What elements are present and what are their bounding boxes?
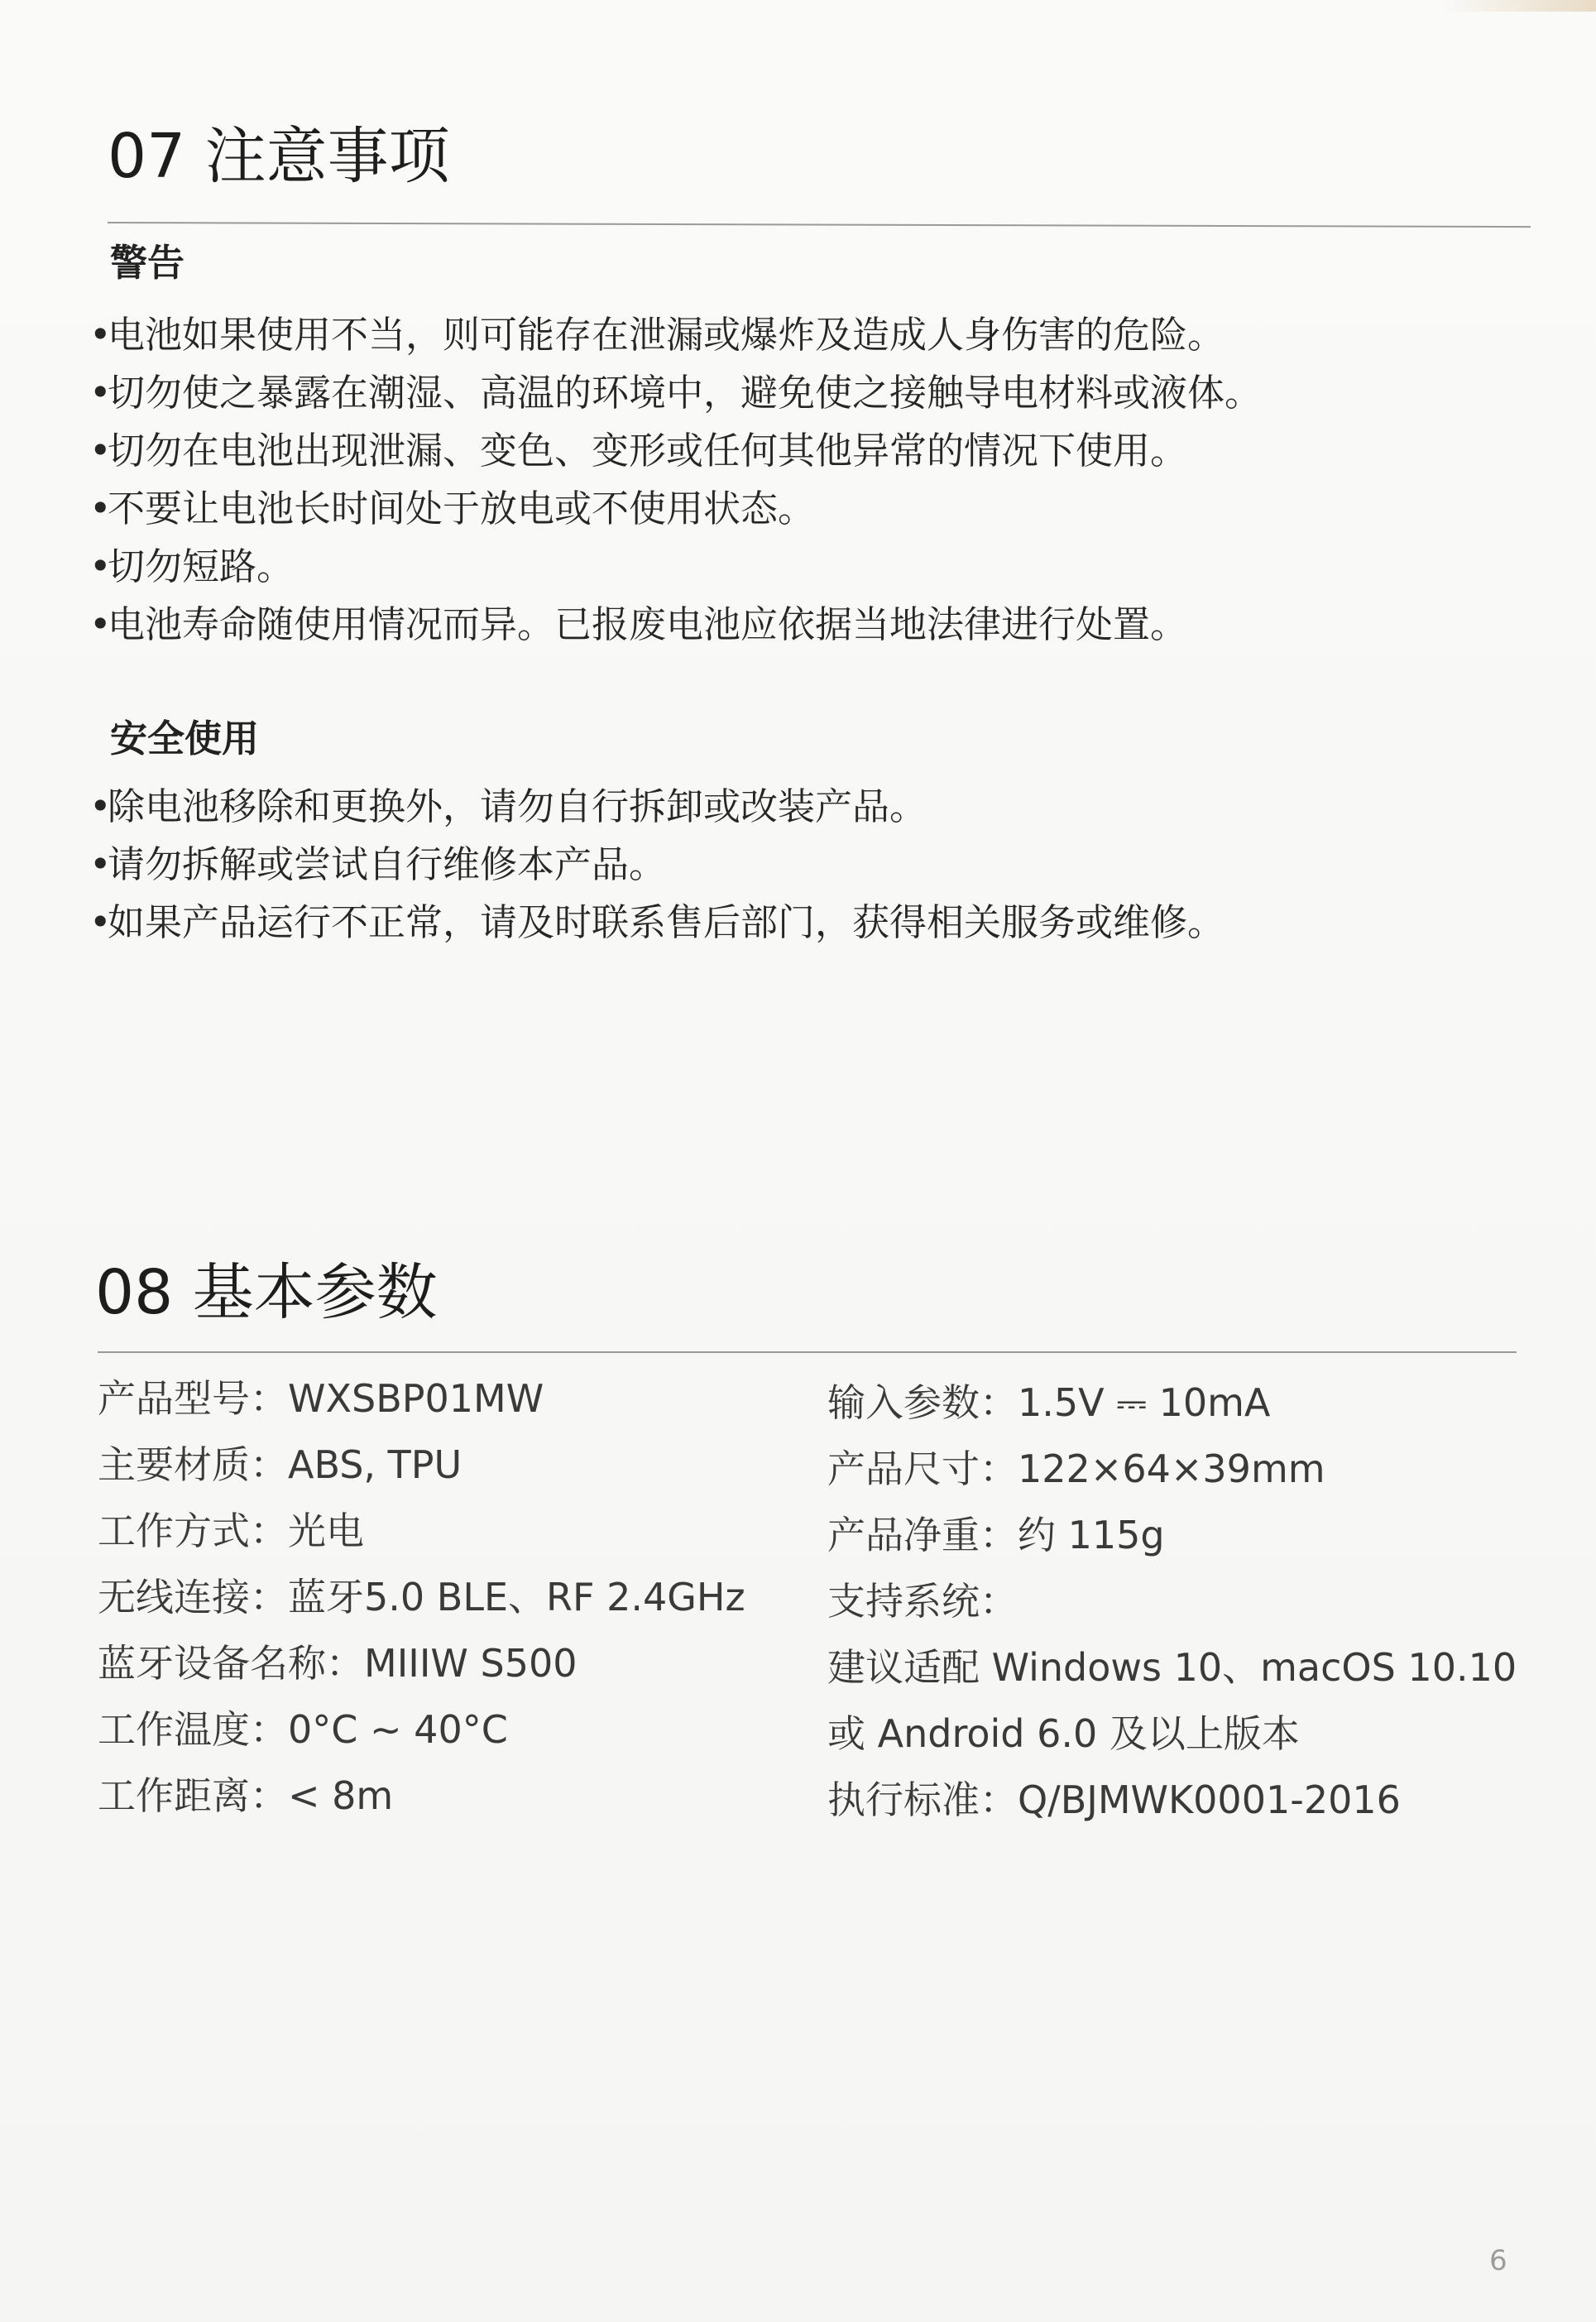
param-row: 工作方式：光电	[98, 1509, 364, 1553]
safety-item: •除电池移除和更换外，请勿自行拆卸或改装产品。	[89, 784, 927, 828]
param-row: 产品净重：约 115g	[827, 1513, 1165, 1557]
warning-heading: 警告	[110, 241, 185, 285]
param-row: 蓝牙设备名称：MIIIW S500	[98, 1641, 578, 1686]
param-row: 无线连接：蓝牙5.0 BLE、RF 2.4GHz	[98, 1575, 745, 1619]
warning-item: •切勿使之暴露在潮湿、高温的环境中，避免使之接触导电材料或液体。	[89, 371, 1263, 415]
param-row: 执行标准：Q/BJMWK0001-2016	[827, 1777, 1401, 1822]
safety-list	[89, 778, 1225, 952]
param-row: 产品尺寸：122×64×39mm	[827, 1446, 1325, 1491]
page-edge-stain	[1440, 0, 1596, 12]
warning-item: •切勿在电池出现泄漏、变色、变形或任何其他异常的情况下使用。	[89, 429, 1188, 473]
params-right-column	[827, 1370, 1517, 1833]
section-07-title: 07 注意事项	[108, 121, 450, 192]
param-row: 产品型号：WXSBP01MW	[98, 1376, 544, 1421]
params-left-column	[98, 1365, 745, 1829]
param-row: 支持系统：	[827, 1579, 1018, 1624]
section-08-title: 08 基本参数	[95, 1257, 438, 1328]
section-08-divider	[98, 1351, 1517, 1353]
param-row: 或 Android 6.0 及以上版本	[827, 1711, 1300, 1756]
param-row: 工作距离：< 8m	[98, 1773, 394, 1818]
param-row: 输入参数：1.5V ⎓ 10mA	[827, 1380, 1271, 1425]
safety-item: •请勿拆解或尝试自行维修本产品。	[89, 842, 667, 886]
param-row: 建议适配 Windows 10、macOS 10.10	[827, 1645, 1517, 1690]
warning-item: •切勿短路。	[89, 545, 295, 588]
param-row: 主要材质：ABS, TPU	[98, 1442, 463, 1487]
section-07-divider	[108, 222, 1531, 228]
warning-list	[89, 306, 1262, 654]
param-row: 工作温度：0°C ~ 40°C	[98, 1707, 508, 1752]
safety-item: •如果产品运行不正常，请及时联系售后部门，获得相关服务或维修。	[89, 900, 1225, 944]
warning-item: •电池如果使用不当，则可能存在泄漏或爆炸及造成人身伤害的危险。	[89, 313, 1225, 357]
page-number: 6	[1489, 2244, 1507, 2277]
warning-item: •电池寿命随使用情况而异。已报废电池应依据当地法律进行处置。	[89, 602, 1188, 646]
safety-heading: 安全使用	[110, 717, 260, 760]
warning-item: •不要让电池长时间处于放电或不使用状态。	[89, 487, 816, 530]
